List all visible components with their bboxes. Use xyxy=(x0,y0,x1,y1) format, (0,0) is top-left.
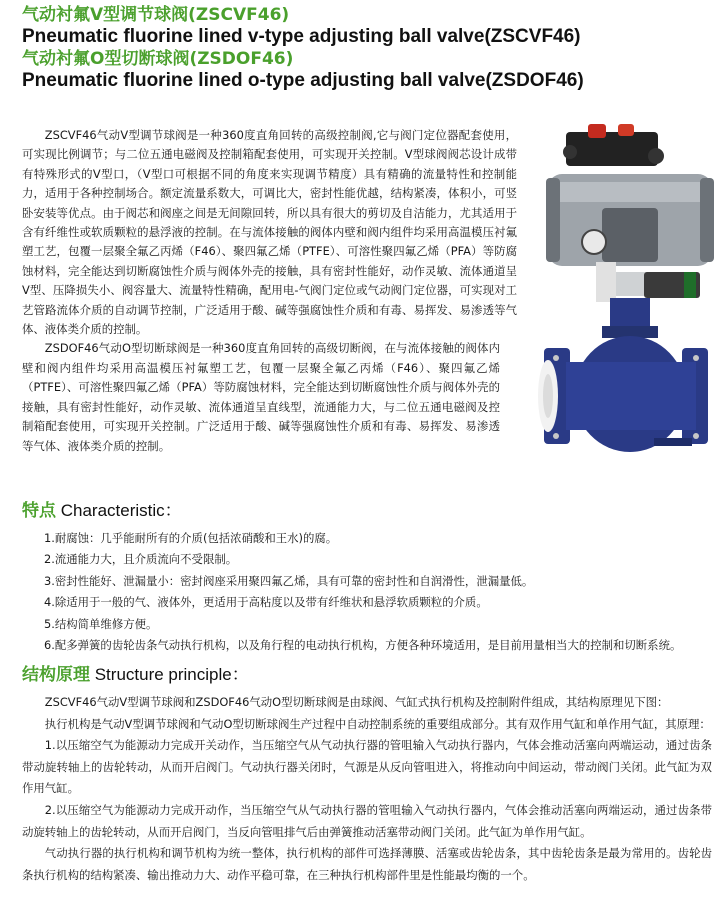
title-cn-o-type: 气动衬氟O型切断球阀(ZSDOF46) xyxy=(22,49,294,69)
title-block xyxy=(22,4,712,92)
structure-paragraph: 2.以压缩空气为能源动力完成开动作，当压缩空气从气动执行器的管咀输入气动执行器内，气体会推动活塞向两端运动，通过齿条带动旋转轴上的齿轮转动，从而开启阀门，当反向管咀排气后由弹簧推动活塞带动阀门关闭。此气缸为单作用气缸。 xyxy=(22,802,712,839)
structure-heading-en: Structure principle： xyxy=(90,665,249,684)
valve-illustration xyxy=(536,122,716,482)
structure-paragraph: 1.以压缩空气为能源动力完成开关动作，当压缩空气从气动执行器的管咀输入气动执行器内，气体会推动活塞向两端运动，通过齿条带动旋转轴上的齿轮转动，从而开启阀门。气动执行器关闭时，气源是从反向管咀进入，将推动向中间运动，带动阀门关闭。此气缸为双作用气缸。 xyxy=(22,738,712,796)
list-item: 6.配多弹簧的齿轮齿条气动执行机构，以及角行程的电动执行机构，方便各种环境适用，是目前用量相当大的控制和切断系统。 xyxy=(44,638,682,653)
structure-paragraph: ZSCVF46气动V型调节球阀和ZSDOF46气动O型切断球阀是由球阀、气缸式执行机构及控制附件组成，其结构原理见下图： xyxy=(44,695,669,709)
list-item: 4.除适用于一般的气、液体外，更适用于高粘度以及带有纤维状和悬浮软质颗粒的介质。 xyxy=(44,595,488,610)
characteristic-list xyxy=(44,528,714,656)
intro-paragraph-v-type: ZSCVF46气动V型调节球阀是一种360度直角回转的高级控制阀,它与阀门定位器配套使用，可实现比例调节；与二位五通电磁阀及控制箱配套使用，可实现开关控制。V型球阀阀芯设计成带有特殊形式的V型口，（V型口可根据不同的角度来实现调节精度）具有精确的流量特性和控制能力，适用于各种控制场合。额定流量系数大，可调比大，密封性能优越，结构紧凑，体积小，可竖卧安装等优点。由于阀芯和阀座之间是无间隙回转，所以具有很大的剪切及自洁能力，尤其适用于含有纤维性或软质颗粒的悬浮液的控制。在与流体接触的阀体内壁和阀内组件均采用高温模压衬氟塑工艺，包覆一层聚全氟乙丙烯（F46）、聚四氟乙烯（PTFE）、可溶性聚四氟乙烯（PFA）等防腐蚀材料，完全能达到切断腐蚀性介质与阀体外壳的接触，具有密封性能好，动作灵敏、流体通道呈V型、压降损失小、阀容量大、流量特性精确，配用电-气阀门定位或气动阀门定位器，可实现对工艺管路流体介质的自动调节控制，广泛适用于酸、碱等强腐蚀性介质和有毒、易挥发、易渗透等气体、液体类介质的控制。 xyxy=(22,128,517,337)
title-en-v-type: Pneumatic fluorine lined v-type adjusting ball valve(ZSCVF46) xyxy=(22,26,581,47)
list-item: 2.流通能力大，且介质流向不受限制。 xyxy=(44,552,238,567)
characteristic-heading-en: Characteristic： xyxy=(56,501,182,520)
list-item: 1.耐腐蚀：几乎能耐所有的介质(包括浓硝酸和王水)的腐。 xyxy=(44,531,338,545)
structure-heading xyxy=(22,664,249,686)
structure-paragraph: 气动执行器的执行机构和调节机构为统一整体，执行机构的部件可选择薄膜、活塞或齿轮齿条，其中齿轮齿条是最为常用的。齿轮齿条执行机构的结构紧凑、输出推动力大、动作平稳可靠，在三种执行机构部件里是性能最均衡的一个。 xyxy=(22,846,712,882)
title-en-o-type: Pneumatic fluorine lined o-type adjusting ball valve(ZSDOF46) xyxy=(22,70,584,91)
title-cn-v-type: 气动衬氟V型调节球阀(ZSCVF46) xyxy=(22,5,290,25)
structure-heading-cn: 结构原理 xyxy=(22,665,90,685)
intro-paragraph-o-type: ZSDOF46气动O型切断球阀是一种360度直角回转的高级切断阀，在与流体接触的阀体内壁和阀内组件均采用高温模压衬氟塑工艺，包覆一层聚全氟乙丙烯（F46）、聚四氟乙烯（PTFE）、可溶性聚四氟乙烯（PFA）等防腐蚀材料，完全能达到切断腐蚀性介质与阀体外壳的接触，具有密封性能好，动作灵敏、流体通道呈直线型，流通能力大，与二位五通电磁阀及控制箱配套使用，可实现开关控制。广泛适用于酸、碱等强腐蚀性介质和有毒、易挥发、易渗透等气体、液体类介质的控制。 xyxy=(22,341,500,453)
pneumatic-ball-valve-image xyxy=(536,122,716,482)
intro-text xyxy=(22,126,517,456)
characteristic-heading xyxy=(22,500,182,522)
structure-text xyxy=(22,692,712,886)
list-item: 3.密封性能好、泄漏量小：密封阀座采用聚四氟乙烯，具有可靠的密封性和自润滑性，泄漏量低。 xyxy=(44,573,534,588)
list-item: 5.结构简单维修方便。 xyxy=(44,616,158,631)
structure-paragraph: 执行机构是气动V型调节球阀和气动O型切断球阀生产过程中自动控制系统的重要组成部分。其有双作用气缸和单作用气缸，其原理： xyxy=(44,716,711,731)
characteristic-heading-cn: 特点 xyxy=(22,501,56,521)
